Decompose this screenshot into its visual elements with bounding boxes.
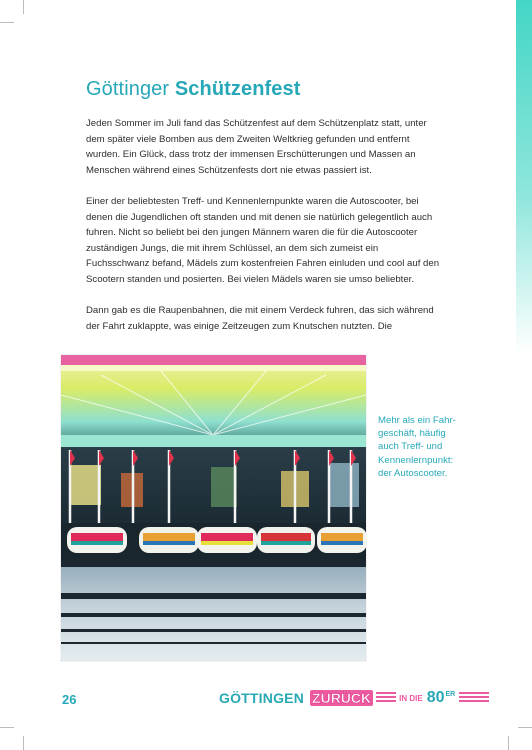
logo-in-die: IN DIE (399, 693, 423, 703)
page-number: 26 (62, 692, 77, 707)
photo-caption: Mehr als ein Fahrgeschäft, häufig auch Treff- und Kennenlernpunkt: der Autoscooter. (378, 415, 456, 479)
title-bold: Schützenfest (174, 78, 301, 100)
logo-zurueck: ZURÜCK (312, 690, 372, 706)
crop-mark (0, 22, 14, 23)
crop-mark (508, 736, 509, 750)
logo-stripes (376, 692, 396, 704)
logo-goettingen: GÖTTINGEN (219, 690, 305, 706)
crop-mark (23, 736, 24, 750)
logo-eighty: 80 (426, 689, 445, 706)
edge-gradient-bar (516, 0, 532, 355)
crop-mark (518, 727, 532, 728)
title-light: Göttinger (86, 78, 170, 100)
paragraph: Dann gab es die Raupenbahnen, die mit einem Verdeck fuhren, das sich während der Fahrt zuklappte, was einige Zeitzeugen zum Knutschen nutzten. Die (86, 305, 434, 332)
article-body (86, 116, 440, 350)
logo-er: ER (445, 691, 456, 698)
paragraph: Einer der beliebtesten Treff- und Kennenlernpunkte waren die Autoscooter, bei denen die Jugendlichen oft standen und mit denen sie natürlich gelegentlich auch fuhren. Nicht so beliebt bei den jungen Männern waren die für die Autoscooter zuständigen Jungs, die mit ihrem Schlüssel, an dem sich zumeist ein Fuchsschwanz befand, Mädels zum kostenfreien Fahren einluden und cool auf den Scootern standen und posierten. Bei vielen Mädels waren sie umso beliebter. (86, 195, 440, 285)
logo-stripes-end (459, 692, 489, 704)
paragraph: Jeden Sommer im Juli fand das Schützenfest auf dem Schützenplatz statt, unter dem später viele Bomben aus dem Zweiten Weltkrieg gefunden und entfernt wurden. Ein Glück, dass trotz der immensen Erschütterungen und Massen an Menschen während eines Schützenfests dort nie etwas passiert ist. (86, 118, 427, 176)
crop-mark (23, 0, 24, 14)
autoscooter-photo (61, 355, 366, 661)
crop-mark (0, 727, 14, 728)
page-title (86, 78, 301, 101)
footer-logo (219, 689, 489, 707)
